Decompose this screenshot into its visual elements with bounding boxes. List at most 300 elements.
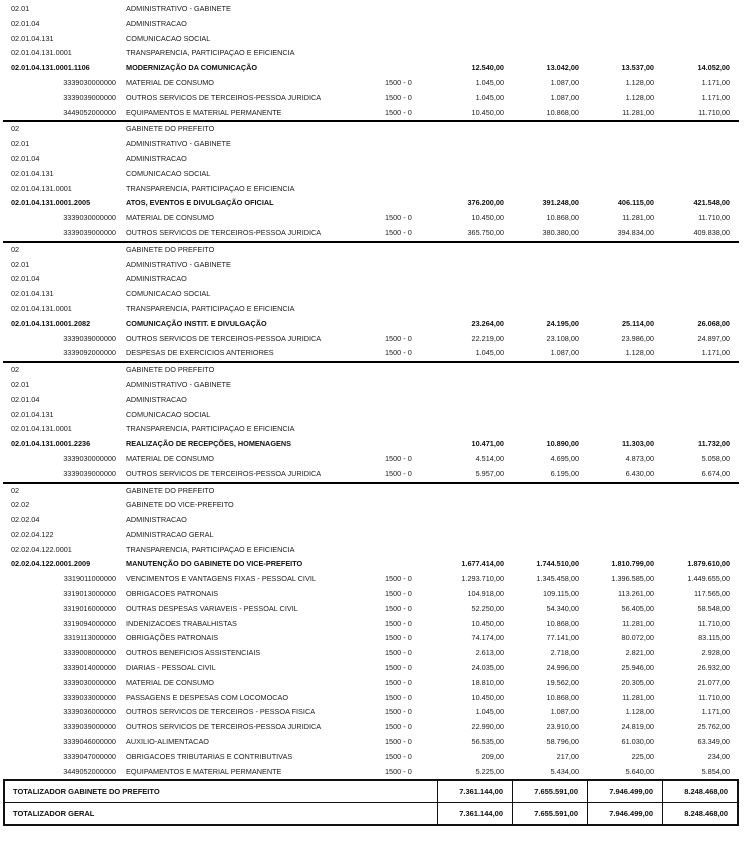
row-value-2: 2.718,00 xyxy=(550,648,579,658)
table-row xyxy=(3,735,739,750)
row-source: 1500 - 0 xyxy=(385,107,412,117)
row-value-2: 6.195,00 xyxy=(550,468,579,478)
row-value-4: 24.897,00 xyxy=(697,333,730,343)
row-source xyxy=(374,363,438,378)
row-value-1: 2.613,00 xyxy=(475,648,504,658)
table-row xyxy=(3,106,739,121)
table-row xyxy=(3,572,739,587)
row-value-1: 12.540,00 xyxy=(471,63,504,73)
row-value-4 xyxy=(663,422,739,437)
row-value-3: 1.128,00 xyxy=(625,707,654,717)
table-row xyxy=(3,226,739,241)
table-row xyxy=(3,602,739,617)
row-source: 1500 - 0 xyxy=(385,766,412,776)
row-value-3 xyxy=(588,243,663,258)
row-value-3: 1.396.585,00 xyxy=(611,574,654,584)
table-row xyxy=(3,91,739,106)
row-value-2: 10.890,00 xyxy=(546,439,579,449)
row-value-4 xyxy=(663,528,739,543)
table-row xyxy=(3,258,739,273)
row-source xyxy=(374,196,438,211)
row-value-1 xyxy=(438,182,513,197)
row-description: TRANSPARENCIA, PARTICIPAÇAO E EFICIENCIA xyxy=(126,48,295,58)
row-code: 02.02.04.122.0001 xyxy=(11,544,72,554)
row-description: VENCIMENTOS E VANTAGENS FIXAS - PESSOAL CIVIL xyxy=(126,574,316,584)
row-source: 1500 - 0 xyxy=(385,213,412,223)
row-value-2: 1.087,00 xyxy=(550,77,579,87)
row-code: 3339036000000 xyxy=(63,707,116,717)
table-row xyxy=(3,346,739,361)
row-code: 02.01 xyxy=(11,259,30,269)
row-value-4 xyxy=(663,2,739,17)
row-value-2: 10.868,00 xyxy=(546,692,579,702)
row-description: ADMINISTRACAO xyxy=(126,153,187,163)
row-code: 3339030000000 xyxy=(63,453,116,463)
row-source xyxy=(374,258,438,273)
row-value-4 xyxy=(663,484,739,499)
row-value-4 xyxy=(663,122,739,137)
row-source xyxy=(374,272,438,287)
row-code: 3339039000000 xyxy=(63,92,116,102)
row-code: 3449052000000 xyxy=(63,107,116,117)
table-row xyxy=(3,720,739,735)
row-value-4 xyxy=(663,243,739,258)
row-source: 1500 - 0 xyxy=(385,77,412,87)
row-value-2: 10.868,00 xyxy=(546,618,579,628)
table-row xyxy=(3,646,739,661)
row-value-4 xyxy=(663,408,739,423)
report-section xyxy=(3,2,739,122)
row-value-1: 22.990,00 xyxy=(471,722,504,732)
row-value-3: 4.873,00 xyxy=(625,453,654,463)
row-value-4 xyxy=(663,46,739,61)
row-source xyxy=(374,498,438,513)
row-value-2 xyxy=(513,17,588,32)
row-value-2 xyxy=(513,167,588,182)
row-description: ADMINISTRATIVO - GABINETE xyxy=(126,259,231,269)
row-source xyxy=(374,152,438,167)
row-value-4 xyxy=(663,32,739,47)
row-code: 02.01.04 xyxy=(11,274,40,284)
row-code: 02.01.04.131.0001.2082 xyxy=(11,318,91,328)
row-code: 3339039000000 xyxy=(63,227,116,237)
row-value-3 xyxy=(588,513,663,528)
total-value-1: 7.361.144,00 xyxy=(437,781,512,802)
row-value-3 xyxy=(588,32,663,47)
row-source xyxy=(374,302,438,317)
row-description: OUTROS SERVICOS DE TERCEIROS-PESSOA JURIDICA xyxy=(126,333,322,343)
report-section xyxy=(3,122,739,242)
row-value-1: 104.918,00 xyxy=(467,589,504,599)
row-code: 02.01 xyxy=(11,379,30,389)
row-value-1: 24.035,00 xyxy=(471,663,504,673)
row-value-2: 24.195,00 xyxy=(546,318,579,328)
row-value-4: 234,00 xyxy=(707,751,730,761)
row-value-3: 11.303,00 xyxy=(621,439,654,449)
row-value-4 xyxy=(663,167,739,182)
row-code: 02.02 xyxy=(11,500,30,510)
row-value-2: 13.042,00 xyxy=(546,63,579,73)
row-value-3: 6.430,00 xyxy=(625,468,654,478)
row-value-4: 11.710,00 xyxy=(698,213,730,223)
table-row xyxy=(3,272,739,287)
row-value-4: 26.932,00 xyxy=(697,663,730,673)
row-value-4: 63.349,00 xyxy=(697,737,730,747)
row-description: OUTROS SERVICOS DE TERCEIROS - PESSOA FISICA xyxy=(126,707,316,717)
row-value-4: 1.449.655,00 xyxy=(687,574,730,584)
row-source xyxy=(374,393,438,408)
row-source xyxy=(374,32,438,47)
row-code: 3339092000000 xyxy=(63,348,116,358)
table-row xyxy=(3,661,739,676)
row-description: EQUIPAMENTOS E MATERIAL PERMANENTE xyxy=(126,766,282,776)
row-value-2: 391.248,00 xyxy=(542,198,579,208)
row-description: GABINETE DO PREFEITO xyxy=(126,244,215,254)
row-value-3 xyxy=(588,363,663,378)
row-value-2 xyxy=(513,122,588,137)
row-description: ADMINISTRACAO xyxy=(126,394,187,404)
row-value-2 xyxy=(513,513,588,528)
row-source: 1500 - 0 xyxy=(385,663,412,673)
row-description: PASSAGENS E DESPESAS COM LOCOMOCAO xyxy=(126,692,289,702)
row-value-2 xyxy=(513,272,588,287)
row-value-4: 1.879.610,00 xyxy=(687,559,730,569)
row-source: 1500 - 0 xyxy=(385,574,412,584)
table-row xyxy=(3,332,739,347)
row-value-1: 10.450,00 xyxy=(471,618,504,628)
row-value-3: 1.128,00 xyxy=(625,77,654,87)
row-value-2 xyxy=(513,543,588,558)
row-description: OBRIGACOES PATRONAIS xyxy=(126,589,219,599)
row-code: 3339008000000 xyxy=(63,648,116,658)
row-description: GABINETE DO PREFEITO xyxy=(126,124,215,134)
row-code: 02.01 xyxy=(11,139,30,149)
total-value-3: 7.946.499,00 xyxy=(587,781,662,802)
table-row xyxy=(3,302,739,317)
row-description: ATOS, EVENTOS E DIVULGAÇÃO OFICIAL xyxy=(126,198,274,208)
row-source xyxy=(374,513,438,528)
row-value-2: 24.996,00 xyxy=(546,663,579,673)
row-value-1 xyxy=(438,363,513,378)
row-value-1 xyxy=(438,408,513,423)
row-code: 3319011000000 xyxy=(63,574,116,584)
row-value-2: 10.868,00 xyxy=(546,107,579,117)
row-value-2 xyxy=(513,243,588,258)
row-source: 1500 - 0 xyxy=(385,692,412,702)
row-value-4 xyxy=(663,498,739,513)
row-value-4 xyxy=(663,393,739,408)
row-description: OUTROS SERVICOS DE TERCEIROS-PESSOA JURIDICA xyxy=(126,468,322,478)
row-value-1: 10.450,00 xyxy=(471,107,504,117)
row-description: REALIZAÇÃO DE RECEPÇÕES, HOMENAGENS xyxy=(126,439,292,449)
row-description: COMUNICACAO SOCIAL xyxy=(126,168,211,178)
row-value-2: 1.744.510,00 xyxy=(536,559,579,569)
row-source xyxy=(374,243,438,258)
totals-box xyxy=(3,779,739,826)
row-value-1: 1.677.414,00 xyxy=(461,559,504,569)
row-code: 02.01.04.131.0001.2005 xyxy=(11,198,91,208)
row-value-4 xyxy=(663,378,739,393)
row-description: MODERNIZAÇÃO DA COMUNICAÇÃO xyxy=(126,63,258,73)
row-value-2 xyxy=(513,302,588,317)
row-code: 02.01.04.131 xyxy=(11,168,54,178)
total-value-4: 8.248.468,00 xyxy=(662,803,737,824)
row-value-3 xyxy=(588,302,663,317)
row-value-3 xyxy=(588,122,663,137)
row-description: COMUNICAÇÃO INSTIT. E DIVULGAÇÃO xyxy=(126,318,267,328)
row-code: 3339039000000 xyxy=(63,468,116,478)
row-value-4: 25.762,00 xyxy=(697,722,730,732)
row-value-1: 209,00 xyxy=(481,751,504,761)
row-value-4: 1.171,00 xyxy=(701,348,730,358)
row-description: TRANSPARENCIA, PARTICIPAÇAO E EFICIENCIA xyxy=(126,183,295,193)
row-code: 02.02.04.122 xyxy=(11,529,54,539)
row-value-3: 11.281,00 xyxy=(622,692,654,702)
table-row xyxy=(3,317,739,332)
row-value-2: 380.380,00 xyxy=(542,227,579,237)
row-description: OUTRAS DESPESAS VARIAVEIS - PESSOAL CIVIL xyxy=(126,603,298,613)
table-row xyxy=(3,676,739,691)
row-description: TRANSPARENCIA, PARTICIPAÇAO E EFICIENCIA xyxy=(126,303,295,313)
row-description: COMUNICACAO SOCIAL xyxy=(126,289,211,299)
row-value-2: 217,00 xyxy=(556,751,579,761)
row-value-4 xyxy=(663,302,739,317)
row-description: ADMINISTRATIVO - GABINETE xyxy=(126,379,231,389)
row-code: 3339033000000 xyxy=(63,692,116,702)
row-code: 02.01.04.131.0001 xyxy=(11,48,72,58)
row-value-1: 376.200,00 xyxy=(467,198,504,208)
row-value-4: 1.171,00 xyxy=(701,77,730,87)
row-source xyxy=(374,484,438,499)
row-value-3 xyxy=(588,484,663,499)
row-value-2: 1.087,00 xyxy=(550,92,579,102)
row-code: 02.01.04.131.0001.1106 xyxy=(11,63,90,73)
row-description: MATERIAL DE CONSUMO xyxy=(126,453,214,463)
row-value-3 xyxy=(588,182,663,197)
row-value-3: 11.281,00 xyxy=(622,618,654,628)
row-value-1 xyxy=(438,513,513,528)
total-value-2: 7.655.591,00 xyxy=(512,781,587,802)
row-code: 02 xyxy=(11,365,20,375)
row-value-1: 1.045,00 xyxy=(475,92,504,102)
row-source: 1500 - 0 xyxy=(385,633,412,643)
table-row xyxy=(3,587,739,602)
row-code: 02.01.04.131 xyxy=(11,289,54,299)
row-value-3: 25.946,00 xyxy=(621,663,654,673)
row-code: 02.01.04.131.0001 xyxy=(11,303,72,313)
row-description: TRANSPARENCIA, PARTICIPAÇAO E EFICIENCIA xyxy=(126,544,295,554)
row-code: 3339047000000 xyxy=(63,751,116,761)
row-source xyxy=(374,287,438,302)
row-value-2 xyxy=(513,137,588,152)
report-section xyxy=(3,243,739,363)
row-value-1 xyxy=(438,32,513,47)
row-description: COMUNICACAO SOCIAL xyxy=(126,409,211,419)
table-row xyxy=(3,498,739,513)
row-description: ADMINISTRACAO xyxy=(126,274,187,284)
row-value-1: 5.225,00 xyxy=(475,766,504,776)
row-value-1: 1.045,00 xyxy=(475,77,504,87)
row-source xyxy=(374,408,438,423)
row-value-2: 23.108,00 xyxy=(546,333,579,343)
row-value-2: 5.434,00 xyxy=(550,766,579,776)
row-source: 1500 - 0 xyxy=(385,603,412,613)
table-row xyxy=(3,437,739,452)
totalizer-row xyxy=(5,802,737,824)
row-value-1: 1.045,00 xyxy=(475,348,504,358)
row-value-1 xyxy=(438,393,513,408)
row-value-3: 1.810.799,00 xyxy=(611,559,654,569)
row-code: 3319113000000 xyxy=(63,633,116,643)
row-value-3: 24.819,00 xyxy=(621,722,654,732)
row-description: OUTROS SERVICOS DE TERCEIROS-PESSOA JURIDICA xyxy=(126,227,322,237)
row-value-2: 109.115,00 xyxy=(543,589,579,599)
row-value-2 xyxy=(513,32,588,47)
table-row xyxy=(3,287,739,302)
row-code: 3339030000000 xyxy=(63,213,116,223)
row-code: 02.01.04.131.0001 xyxy=(11,183,72,193)
row-value-2: 1.345.458,00 xyxy=(536,574,579,584)
row-value-3 xyxy=(588,17,663,32)
table-row xyxy=(3,765,739,780)
row-value-1: 1.293.710,00 xyxy=(461,574,504,584)
row-source xyxy=(374,122,438,137)
row-value-4 xyxy=(663,287,739,302)
row-source xyxy=(374,2,438,17)
row-value-3 xyxy=(588,422,663,437)
row-value-2 xyxy=(513,2,588,17)
row-value-2: 4.695,00 xyxy=(550,453,579,463)
row-value-3 xyxy=(588,543,663,558)
row-description: MATERIAL DE CONSUMO xyxy=(126,77,214,87)
row-value-1: 5.957,00 xyxy=(475,468,504,478)
row-value-2: 77.141,00 xyxy=(546,633,579,643)
row-value-4 xyxy=(663,363,739,378)
row-value-1: 23.264,00 xyxy=(471,318,504,328)
row-description: DESPESAS DE EXERCICIOS ANTERIORES xyxy=(126,348,274,358)
row-value-1: 56.535,00 xyxy=(471,737,504,747)
table-row xyxy=(3,2,739,17)
row-value-1 xyxy=(438,422,513,437)
report-section xyxy=(3,363,739,483)
row-value-4: 5.058,00 xyxy=(701,453,730,463)
row-description: ADMINISTRATIVO - GABINETE xyxy=(126,139,231,149)
table-row xyxy=(3,122,739,137)
row-value-2 xyxy=(513,528,588,543)
row-value-3: 113.261,00 xyxy=(618,589,654,599)
total-value-2: 7.655.591,00 xyxy=(512,803,587,824)
row-description: EQUIPAMENTOS E MATERIAL PERMANENTE xyxy=(126,107,282,117)
row-value-1: 1.045,00 xyxy=(475,707,504,717)
row-source: 1500 - 0 xyxy=(385,722,412,732)
row-description: OUTROS SERVICOS DE TERCEIROS-PESSOA JURIDICA xyxy=(126,722,322,732)
row-description: ADMINISTRATIVO - GABINETE xyxy=(126,4,231,13)
row-source: 1500 - 0 xyxy=(385,648,412,658)
row-value-3 xyxy=(588,287,663,302)
row-value-1: 10.450,00 xyxy=(471,692,504,702)
row-source: 1500 - 0 xyxy=(385,589,412,599)
row-code: 02.01.04 xyxy=(11,153,40,163)
row-code: 3319013000000 xyxy=(63,589,116,599)
row-source xyxy=(374,61,438,76)
row-value-3: 56.405,00 xyxy=(621,603,654,613)
row-code: 3339030000000 xyxy=(63,77,116,87)
row-value-3 xyxy=(588,137,663,152)
row-description: INDENIZACOES TRABALHISTAS xyxy=(126,618,237,628)
row-value-1: 10.471,00 xyxy=(471,439,504,449)
row-code: 02 xyxy=(11,124,20,134)
row-code: 02.02.04 xyxy=(11,515,40,525)
row-source xyxy=(374,422,438,437)
row-value-4 xyxy=(663,258,739,273)
table-row xyxy=(3,378,739,393)
table-row xyxy=(3,528,739,543)
row-value-2 xyxy=(513,484,588,499)
row-code: 3449052000000 xyxy=(63,766,116,776)
row-value-4: 58.548,00 xyxy=(697,603,730,613)
row-value-1 xyxy=(438,122,513,137)
table-row xyxy=(3,467,739,482)
table-row xyxy=(3,211,739,226)
row-value-1 xyxy=(438,378,513,393)
total-value-3: 7.946.499,00 xyxy=(587,803,662,824)
table-row xyxy=(3,243,739,258)
table-row xyxy=(3,182,739,197)
row-value-3: 11.281,00 xyxy=(622,213,654,223)
row-code: 3339030000000 xyxy=(63,677,116,687)
table-row xyxy=(3,513,739,528)
row-value-1: 365.750,00 xyxy=(467,227,504,237)
row-value-2 xyxy=(513,363,588,378)
totalizer-row xyxy=(5,781,737,802)
row-value-1: 4.514,00 xyxy=(475,453,504,463)
row-description: GABINETE DO PREFEITO xyxy=(126,485,215,495)
row-value-1 xyxy=(438,272,513,287)
row-value-1: 74.174,00 xyxy=(471,633,504,643)
row-value-1 xyxy=(438,302,513,317)
row-value-2 xyxy=(513,408,588,423)
row-value-1: 22.219,00 xyxy=(471,333,504,343)
row-value-4 xyxy=(663,182,739,197)
row-value-2: 54.340,00 xyxy=(546,603,579,613)
row-source xyxy=(374,378,438,393)
row-code: 02.01.04 xyxy=(11,18,40,28)
row-source: 1500 - 0 xyxy=(385,92,412,102)
row-source: 1500 - 0 xyxy=(385,348,412,358)
row-description: DIARIAS - PESSOAL CIVIL xyxy=(126,663,216,673)
row-value-3: 406.115,00 xyxy=(617,198,654,208)
row-value-3 xyxy=(588,498,663,513)
row-code: 02 xyxy=(11,244,20,254)
row-value-1: 52.250,00 xyxy=(471,603,504,613)
row-value-4: 21.077,00 xyxy=(697,677,730,687)
row-value-3: 13.537,00 xyxy=(621,63,654,73)
row-source: 1500 - 0 xyxy=(385,737,412,747)
total-label: TOTALIZADOR GERAL xyxy=(13,809,95,819)
table-row xyxy=(3,393,739,408)
row-source xyxy=(374,437,438,452)
table-row xyxy=(3,363,739,378)
row-description: OBRIGACOES TRIBUTARIAS E CONTRIBUTIVAS xyxy=(126,751,293,761)
row-value-2: 1.087,00 xyxy=(550,707,579,717)
row-value-3: 25.114,00 xyxy=(621,318,654,328)
row-value-3 xyxy=(588,528,663,543)
row-value-1 xyxy=(438,17,513,32)
row-description: OUTROS BENEFICIOS ASSISTENCIAIS xyxy=(126,648,261,658)
table-row xyxy=(3,617,739,632)
row-value-3: 1.128,00 xyxy=(625,92,654,102)
row-value-2 xyxy=(513,258,588,273)
